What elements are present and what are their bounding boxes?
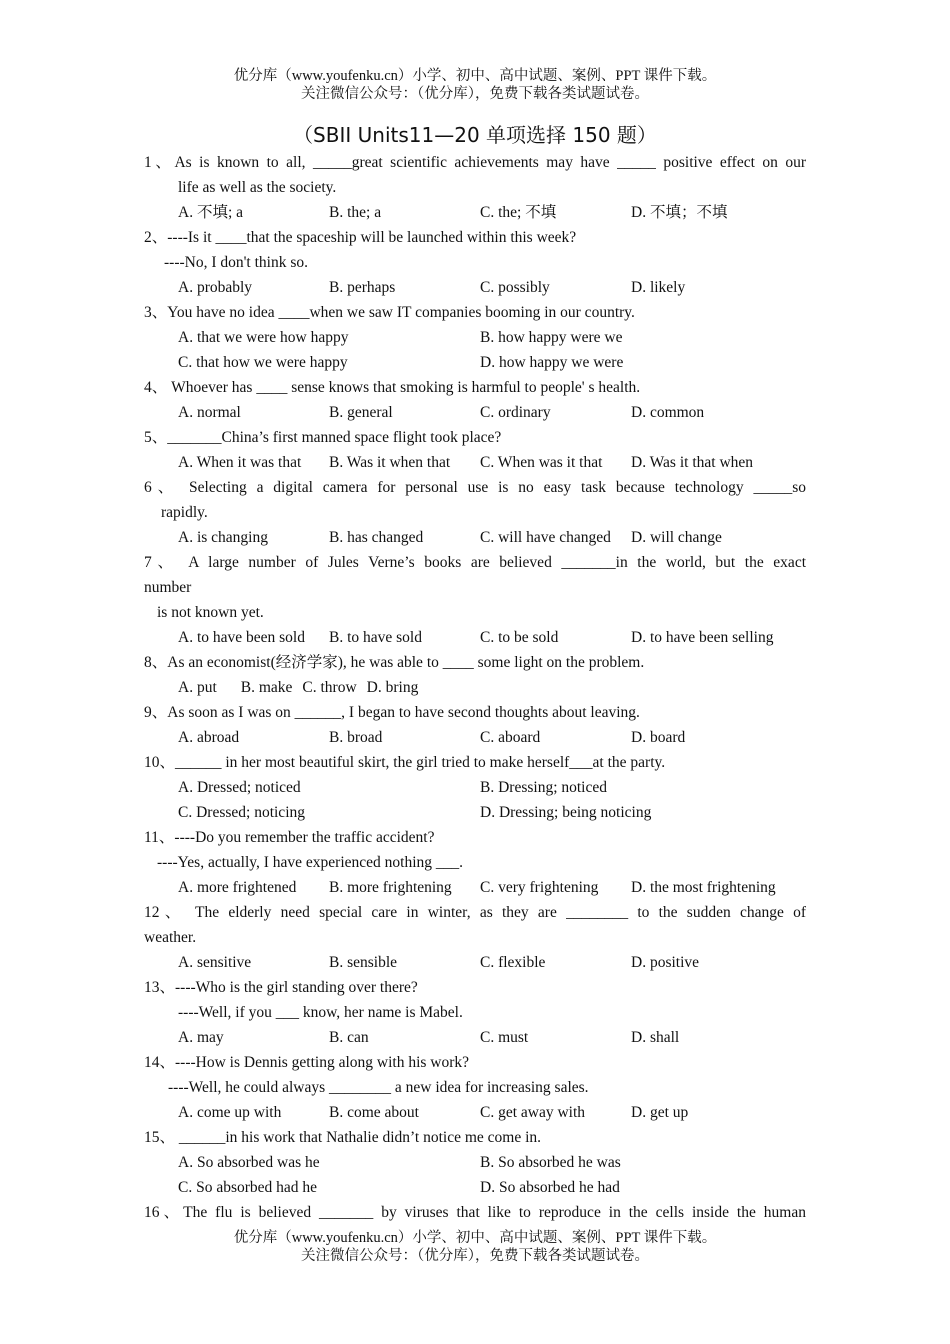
question-stem: number <box>144 579 192 596</box>
option-row <box>144 1100 806 1125</box>
page-header <box>0 67 950 103</box>
option-row <box>144 325 806 350</box>
footer-line-1: 优分库（www.youfenku.cn）小学、初中、高中试题、案例、PPT 课件下载。 <box>233 1230 717 1246</box>
option-b: B. make <box>240 679 293 696</box>
header-line-2: 关注微信公众号：（优分库），免费下载各类试题试卷。 <box>301 86 649 102</box>
question-stem: 13、----Who is the girl standing over there? <box>144 979 418 996</box>
question-stem: ----Yes, actually, I have experienced nothing ___. <box>157 854 464 871</box>
question <box>144 975 806 1050</box>
option-row <box>144 400 806 425</box>
option-a: A. sensitive <box>178 954 252 971</box>
question <box>144 750 806 825</box>
question <box>144 425 806 475</box>
option-b: B. sensible <box>329 954 398 971</box>
option-c: C. throw <box>302 679 357 696</box>
question-stem: 7、 A large number of Jules Verne’s books are believed _______in the world, but the exact <box>144 554 806 571</box>
footer-line-2: 关注微信公众号：（优分库），免费下载各类试题试卷。 <box>301 1248 649 1264</box>
option-row <box>144 950 806 975</box>
option-a: A. to have been sold <box>178 629 305 646</box>
question <box>144 700 806 750</box>
option-a: A. may <box>178 1029 224 1046</box>
option-c: C. the; 不填 <box>480 204 557 221</box>
question-stem: rapidly. <box>161 504 208 521</box>
option-b: B. perhaps <box>329 279 396 296</box>
question <box>144 300 806 375</box>
option-d: D. Dressing; being noticing <box>480 804 652 821</box>
option-c: C. aboard <box>480 729 541 746</box>
option-a: A. come up with <box>178 1104 282 1121</box>
question <box>144 900 806 975</box>
question <box>144 150 806 225</box>
question-stem: is not known yet. <box>157 604 264 621</box>
option-d: D. shall <box>631 1029 680 1046</box>
option-a: A. 不填; a <box>178 204 244 221</box>
option-a: A. more frightened <box>178 879 297 896</box>
question-stem: 6、 Selecting a digital camera for personal use is no easy task because technology _____so <box>144 479 806 496</box>
question <box>144 375 806 425</box>
option-a: A. that we were how happy <box>178 329 349 346</box>
question-stem: 5、_______China’s first manned space flight took place? <box>144 429 502 446</box>
option-c: C. possibly <box>480 279 550 296</box>
option-d: D. board <box>631 729 686 746</box>
option-row <box>144 1025 806 1050</box>
option-row <box>144 350 806 375</box>
option-d: D. So absorbed he had <box>480 1179 620 1196</box>
question-stem: 15、 ______in his work that Nathalie didn’t notice me come in. <box>144 1129 542 1146</box>
option-b: B. general <box>329 404 393 421</box>
page-title: （SBII Units11—20 单项选择 150 题） <box>293 123 657 147</box>
option-c: C. So absorbed had he <box>178 1179 318 1196</box>
option-row <box>144 875 806 900</box>
option-a: A. put <box>178 679 217 696</box>
option-c: C. flexible <box>480 954 546 971</box>
question-stem: 12、 The elderly need special care in winter, as they are ________ to the sudden change of <box>144 904 806 921</box>
option-c: C. Dressed; noticing <box>178 804 305 821</box>
option-b: B. come about <box>329 1104 419 1121</box>
question-stem: ----Well, if you ___ know, her name is Mabel. <box>178 1004 463 1021</box>
option-b: B. broad <box>329 729 383 746</box>
option-d: D. likely <box>631 279 686 296</box>
option-row <box>144 200 806 225</box>
option-b: B. can <box>329 1029 369 1046</box>
option-a: A. probably <box>178 279 253 296</box>
question <box>144 650 806 700</box>
option-c: C. to be sold <box>480 629 559 646</box>
question-stem: weather. <box>144 929 197 946</box>
question-stem: 8、As an economist(经济学家), he was able to ____ some light on the problem. <box>144 654 645 671</box>
question <box>144 1125 806 1200</box>
option-d: D. how happy we were <box>480 354 624 371</box>
option-row <box>144 1175 806 1200</box>
option-d: D. to have been selling <box>631 629 774 646</box>
question-stem: 9、As soon as I was on ______, I began to have second thoughts about leaving. <box>144 704 640 721</box>
option-b: B. has changed <box>329 529 424 546</box>
question <box>144 225 806 300</box>
option-b: B. to have sold <box>329 629 422 646</box>
option-d: D. get up <box>631 1104 689 1121</box>
option-d: D. the most frightening <box>631 879 776 896</box>
option-c: C. that how we were happy <box>178 354 348 371</box>
question <box>144 1200 806 1225</box>
question <box>144 550 806 650</box>
question-stem: 16、The flu is believed _______ by viruses that like to reproduce in the cells inside the human <box>144 1204 806 1221</box>
option-a: A. Dressed; noticed <box>178 779 301 796</box>
option-d: D. positive <box>631 954 700 971</box>
option-c: C. very frightening <box>480 879 599 896</box>
option-d: D. Was it that when <box>631 454 754 471</box>
option-row <box>144 625 806 650</box>
question-stem: 1、As is known to all, _____great scientific achievements may have _____ positive effect on our <box>144 154 806 171</box>
option-d: D. bring <box>366 679 419 696</box>
question-stem: 11、----Do you remember the traffic accident? <box>144 829 435 846</box>
question <box>144 825 806 900</box>
option-d: D. common <box>631 404 705 421</box>
option-c: C. must <box>480 1029 529 1046</box>
question-stem: 14、----How is Dennis getting along with his work? <box>144 1054 470 1071</box>
question-stem: ----Well, he could always ________ a new idea for increasing sales. <box>168 1079 589 1096</box>
option-row <box>144 1150 806 1175</box>
option-c: C. When was it that <box>480 454 603 471</box>
question-stem: ----No, I don't think so. <box>164 254 308 271</box>
option-c: C. get away with <box>480 1104 586 1121</box>
option-row <box>144 800 806 825</box>
question-stem: 2、----Is it ____that the spaceship will be launched within this week? <box>144 229 577 246</box>
option-b: B. Was it when that <box>329 454 451 471</box>
option-b: B. how happy were we <box>480 329 623 346</box>
option-row <box>144 675 806 700</box>
option-row <box>144 775 806 800</box>
option-a: A. When it was that <box>178 454 302 471</box>
question <box>144 475 806 550</box>
option-c: C. ordinary <box>480 404 551 421</box>
page-footer <box>0 1229 950 1265</box>
option-row <box>144 525 806 550</box>
option-b: B. So absorbed he was <box>480 1154 621 1171</box>
header-line-1: 优分库（www.youfenku.cn）小学、初中、高中试题、案例、PPT 课件下载。 <box>233 68 717 84</box>
option-a: A. abroad <box>178 729 240 746</box>
option-d: D. will change <box>631 529 722 546</box>
option-d: D. 不填；不填 <box>631 204 728 221</box>
question-list <box>144 150 806 1225</box>
question-stem: 10、______ in her most beautiful skirt, the girl tried to make herself___at the party. <box>144 754 666 771</box>
question-stem: 4、 Whoever has ____ sense knows that smoking is harmful to people' s health. <box>144 379 641 396</box>
option-row <box>144 725 806 750</box>
option-a: A. is changing <box>178 529 268 546</box>
option-a: A. So absorbed was he <box>178 1154 320 1171</box>
option-b: B. more frightening <box>329 879 452 896</box>
option-b: B. the; a <box>329 204 382 221</box>
option-row <box>144 450 806 475</box>
option-a: A. normal <box>178 404 241 421</box>
option-c: C. will have changed <box>480 529 611 546</box>
option-b: B. Dressing; noticed <box>480 779 607 796</box>
option-row <box>144 275 806 300</box>
question <box>144 1050 806 1125</box>
question-stem: 3、You have no idea ____when we saw IT companies booming in our country. <box>144 304 635 321</box>
question-stem: life as well as the society. <box>178 179 337 196</box>
